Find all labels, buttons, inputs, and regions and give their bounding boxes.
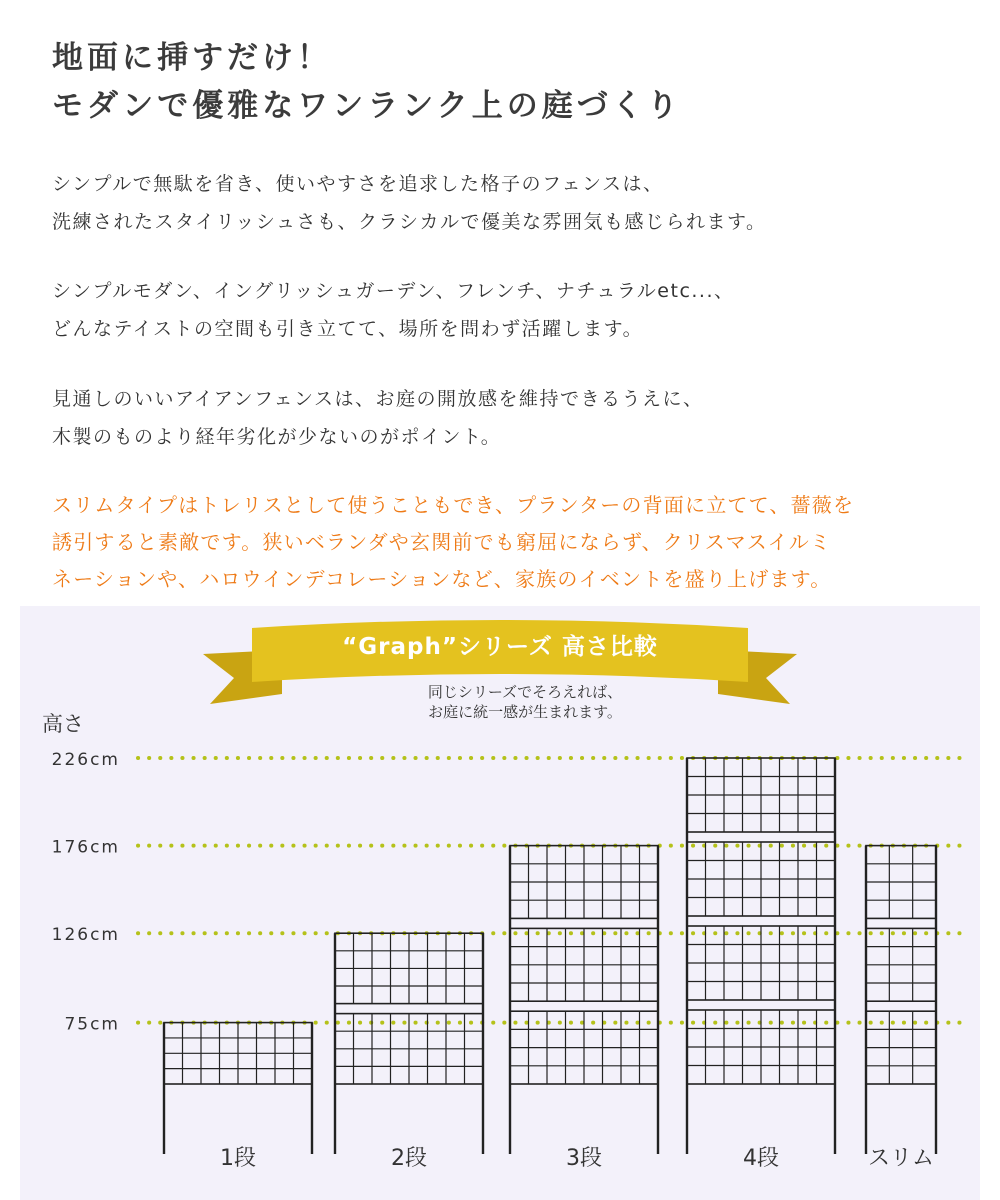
paragraph-line: 洗練されたスタイリッシュさも、クラシカルで優美な雰囲気も感じられます。 — [52, 211, 767, 233]
fence-1 — [164, 1023, 312, 1171]
fence-panel — [687, 842, 835, 916]
height-comparison-panel — [20, 606, 980, 1200]
paragraph-line: ネーションや、ハロウインデコレーションなど、家族のイベントを盛り上げます。 — [52, 567, 832, 591]
fence-4 — [687, 758, 835, 1171]
comparison-subtitle — [20, 682, 980, 722]
fence-label: 3段 — [566, 1146, 602, 1171]
headline — [52, 34, 682, 130]
subtitle-line-1: 同じシリーズでそろえれば、 — [427, 683, 623, 701]
height-level-label: 176cm — [51, 837, 120, 858]
fence-label: 4段 — [743, 1146, 779, 1171]
axis-title-height: 高さ — [42, 712, 84, 736]
ribbon-title: “Graph”シリーズ 高さ比較 — [342, 634, 658, 660]
height-level-label: 126cm — [51, 925, 120, 946]
height-level-label: 75cm — [64, 1014, 120, 1035]
fence-panel — [335, 933, 483, 1003]
height-level-label: 226cm — [51, 750, 120, 770]
paragraph-line: どんなテイストの空間も引き立てて、場所を問わず活躍します。 — [52, 318, 644, 340]
fence-panel — [866, 928, 936, 1001]
headline-line-2: モダンで優雅なワンランク上の庭づくり — [52, 88, 682, 124]
paragraph-line: 誘引すると素敵です。狭いベランダや玄関前でも窮屈にならず、クリスマスイルミ — [52, 530, 832, 554]
paragraph-line: 木製のものより経年劣化が少ないのがポイント。 — [52, 426, 502, 448]
fence-panel — [687, 926, 835, 1000]
fence-panel — [687, 1010, 835, 1084]
headline-line-1: 地面に挿すだけ！ — [52, 40, 332, 76]
fence-2 — [335, 933, 483, 1171]
fence-5 — [866, 846, 936, 1171]
fence-3 — [510, 846, 658, 1171]
fence-panel — [510, 846, 658, 919]
fence-panel — [510, 928, 658, 1001]
paragraph-line: 見通しのいいアイアンフェンスは、お庭の開放感を維持できるうえに、 — [52, 388, 704, 410]
paragraph-slim-highlight — [52, 487, 854, 598]
fence-label: 1段 — [220, 1146, 256, 1171]
fences — [164, 758, 936, 1171]
fence-panel — [687, 758, 835, 832]
subtitle-line-2: お庭に統一感が生まれます。 — [428, 703, 622, 721]
fence-label: スリム — [867, 1146, 935, 1171]
paragraph-line: スリムタイプはトレリスとして使うこともでき、プランターの背面に立てて、薔薇を — [52, 493, 855, 517]
paragraph-line: シンプルモダン、イングリッシュガーデン、フレンチ、ナチュラルetc...、 — [52, 280, 735, 302]
fence-panel — [866, 846, 936, 919]
fence-panel — [164, 1023, 312, 1084]
paragraph-line: シンプルで無駄を省き、使いやすさを追求した格子のフェンスは、 — [52, 173, 664, 195]
paragraph-1 — [52, 165, 766, 241]
fence-label: 2段 — [391, 1146, 427, 1171]
paragraph-3 — [52, 380, 703, 456]
paragraph-2 — [52, 272, 735, 348]
